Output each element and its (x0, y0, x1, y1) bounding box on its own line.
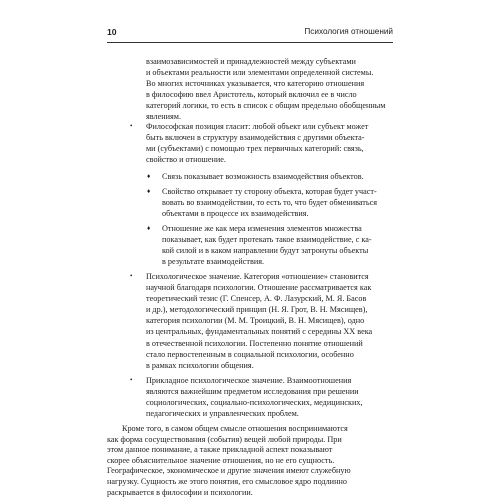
closing-line: скорее объяснительное значение отношения, но не его сущность. (107, 455, 335, 465)
closing-line: Кроме того, в самом общем смысле отношения воспринимаются (122, 424, 348, 433)
applied-line: педагогических и управленческих проблем. (146, 409, 299, 419)
philosophy-line: Философская позиция гласит: любой объект или субъект может (146, 122, 369, 132)
intro-line: в философию ввел Аристотель, который включил ее в число (146, 90, 357, 100)
psychology-line: научной благодаря психологии. Отношение рассматривается как (146, 283, 372, 293)
psychology-line: Психологическое значение. Категория «отношение» становится (146, 272, 369, 282)
sub-item-line: Связь показывает возможность взаимодействия объектов. (162, 172, 364, 181)
sub-item-line: Отношение же как мера изменения элементов множества (162, 223, 362, 233)
sub-item-line: кой силой и в каком направлении будут затронуты объекты (162, 245, 369, 255)
bullet-marker: • (130, 122, 133, 131)
closing-line: как форма сосуществования (события) вещей любой природы. При (107, 434, 342, 444)
bullet-marker: • (130, 376, 133, 385)
sub-item-line: в результате взаимодействия. (162, 256, 265, 266)
sub-item-line: показывает, как будет протекать такое взаимодействие, с ка- (162, 234, 372, 244)
philosophy-line: свойство и отношение. (146, 155, 226, 165)
closing-line: нагрузку. Сущность же этого понятия, его смысловое ядро подлинно (107, 477, 347, 486)
header-rule (107, 42, 393, 43)
psychology-line: категория психологии (М. М. Троицкий, В. Н. Мясищев), одно (146, 316, 365, 326)
intro-line: взаимозависимостей и принадлежностей между субъектами (146, 57, 356, 66)
philosophy-line: ми (субъектами) с помощью трех первичных категорий: связь, (146, 144, 364, 154)
intro-line: Во многих источниках указывается, что категорию отношения (146, 79, 365, 89)
sub-item-line: вовать во взаимодействии, то есть то, что будет обмениваться (162, 197, 377, 207)
intro-line: и объектами реальности или элементами определенной системы. (146, 68, 374, 78)
page-number: 10 (107, 27, 117, 37)
psychology-line: стало первостепенным в социальной психологии, особенно (146, 349, 354, 359)
running-title: Психология отношений (304, 27, 393, 36)
closing-line: этом данное понимание, а также прикладной аспект показывают (107, 445, 333, 455)
psychology-line: из центральных, фундаментальных понятий с середины XX века (146, 327, 373, 337)
psychology-line: и др.), методологический принцип (Н. Я. Грот, В. Н. Мясищев), (146, 305, 368, 315)
diamond-marker: ♦ (147, 173, 151, 180)
intro-line: явлениям. (146, 112, 182, 122)
closing-line: раскрывается в философии и психологии. (107, 487, 253, 497)
philosophy-line: быть включен в структуру взаимодействия с другими объекта- (146, 133, 365, 143)
closing-line: Географическое, экономическое и другие значения имеют служебную (107, 466, 351, 476)
applied-line: Прикладное психологическое значение. Взаимоотношения (146, 376, 352, 386)
diamond-marker: ♦ (147, 224, 151, 232)
psychology-line: в рамках психологии общения. (146, 360, 254, 370)
bullet-marker: • (130, 272, 133, 281)
psychology-line: в отечественной психологии. Постепенно понятие отношений (146, 338, 363, 348)
sub-item-line: объектами в процессе их взаимодействия. (162, 208, 309, 218)
intro-line: категорий логики, то есть в список с общим предельно обобщенным (146, 101, 386, 111)
psychology-line: теоретический тезис (Г. Спенсер, А. Ф. Лазурский, М. Я. Басов (146, 294, 367, 304)
applied-line: социологических, социально-психологических, медицинских, (146, 398, 363, 408)
running-head (107, 26, 393, 39)
sub-item-line: Свойство открывает ту сторону объекта, которая будет участ- (162, 186, 377, 196)
diamond-marker: ♦ (147, 187, 151, 195)
applied-line: являются важнейшим предметом исследования при решении (146, 387, 359, 397)
